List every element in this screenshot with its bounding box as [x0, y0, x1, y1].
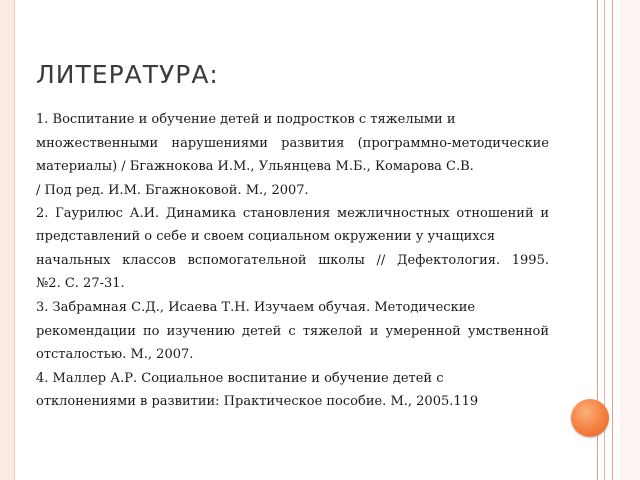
right-border-line: [612, 0, 613, 480]
left-border-decoration: [0, 0, 15, 480]
bibliography-line: / Под ред. И.М. Бгажноковой. М., 2007.: [36, 182, 309, 198]
slide-title: ЛИТЕРАТУРА:: [36, 60, 219, 89]
bibliography-line: 1. Воспитание и обучение детей и подростков с тяжелыми и: [36, 112, 456, 127]
bibliography-line: №2. С. 27-31.: [36, 276, 125, 292]
bibliography-line: рекомендации по изучению детей с тяжелой и умеренной умственной: [36, 323, 549, 339]
bibliography-line: начальных классов вспомогательной школы // Дефектология. 1995.: [36, 253, 549, 269]
bibliography-line: отклонениями в развитии: Практическое пособие. М., 2005.119: [36, 394, 479, 410]
bibliography-line: 3. Забрамная С.Д., Исаева Т.Н. Изучаем обучая. Методические: [36, 299, 476, 315]
bibliography-line: 4. Маллер А.Р. Социальное воспитание и обучение детей с: [36, 370, 444, 386]
bibliography-list: [36, 113, 549, 419]
right-border-decoration: [620, 0, 640, 480]
bibliography-line: представлений о себе и своем социальном окружении у учащихся: [36, 229, 496, 245]
bibliography-line: множественными нарушениями развития (программно-методические: [36, 135, 549, 151]
bibliography-line: материалы) / Бгажнокова И.М., Ульянцева М.Б., Комарова С.В.: [36, 158, 474, 174]
bibliography-line: отсталостью. М., 2007.: [36, 346, 194, 362]
bibliography-line: 2. Гаурилюс А.И. Динамика становления межличностных отношений и: [36, 206, 549, 222]
orange-circle-icon: [571, 399, 609, 437]
